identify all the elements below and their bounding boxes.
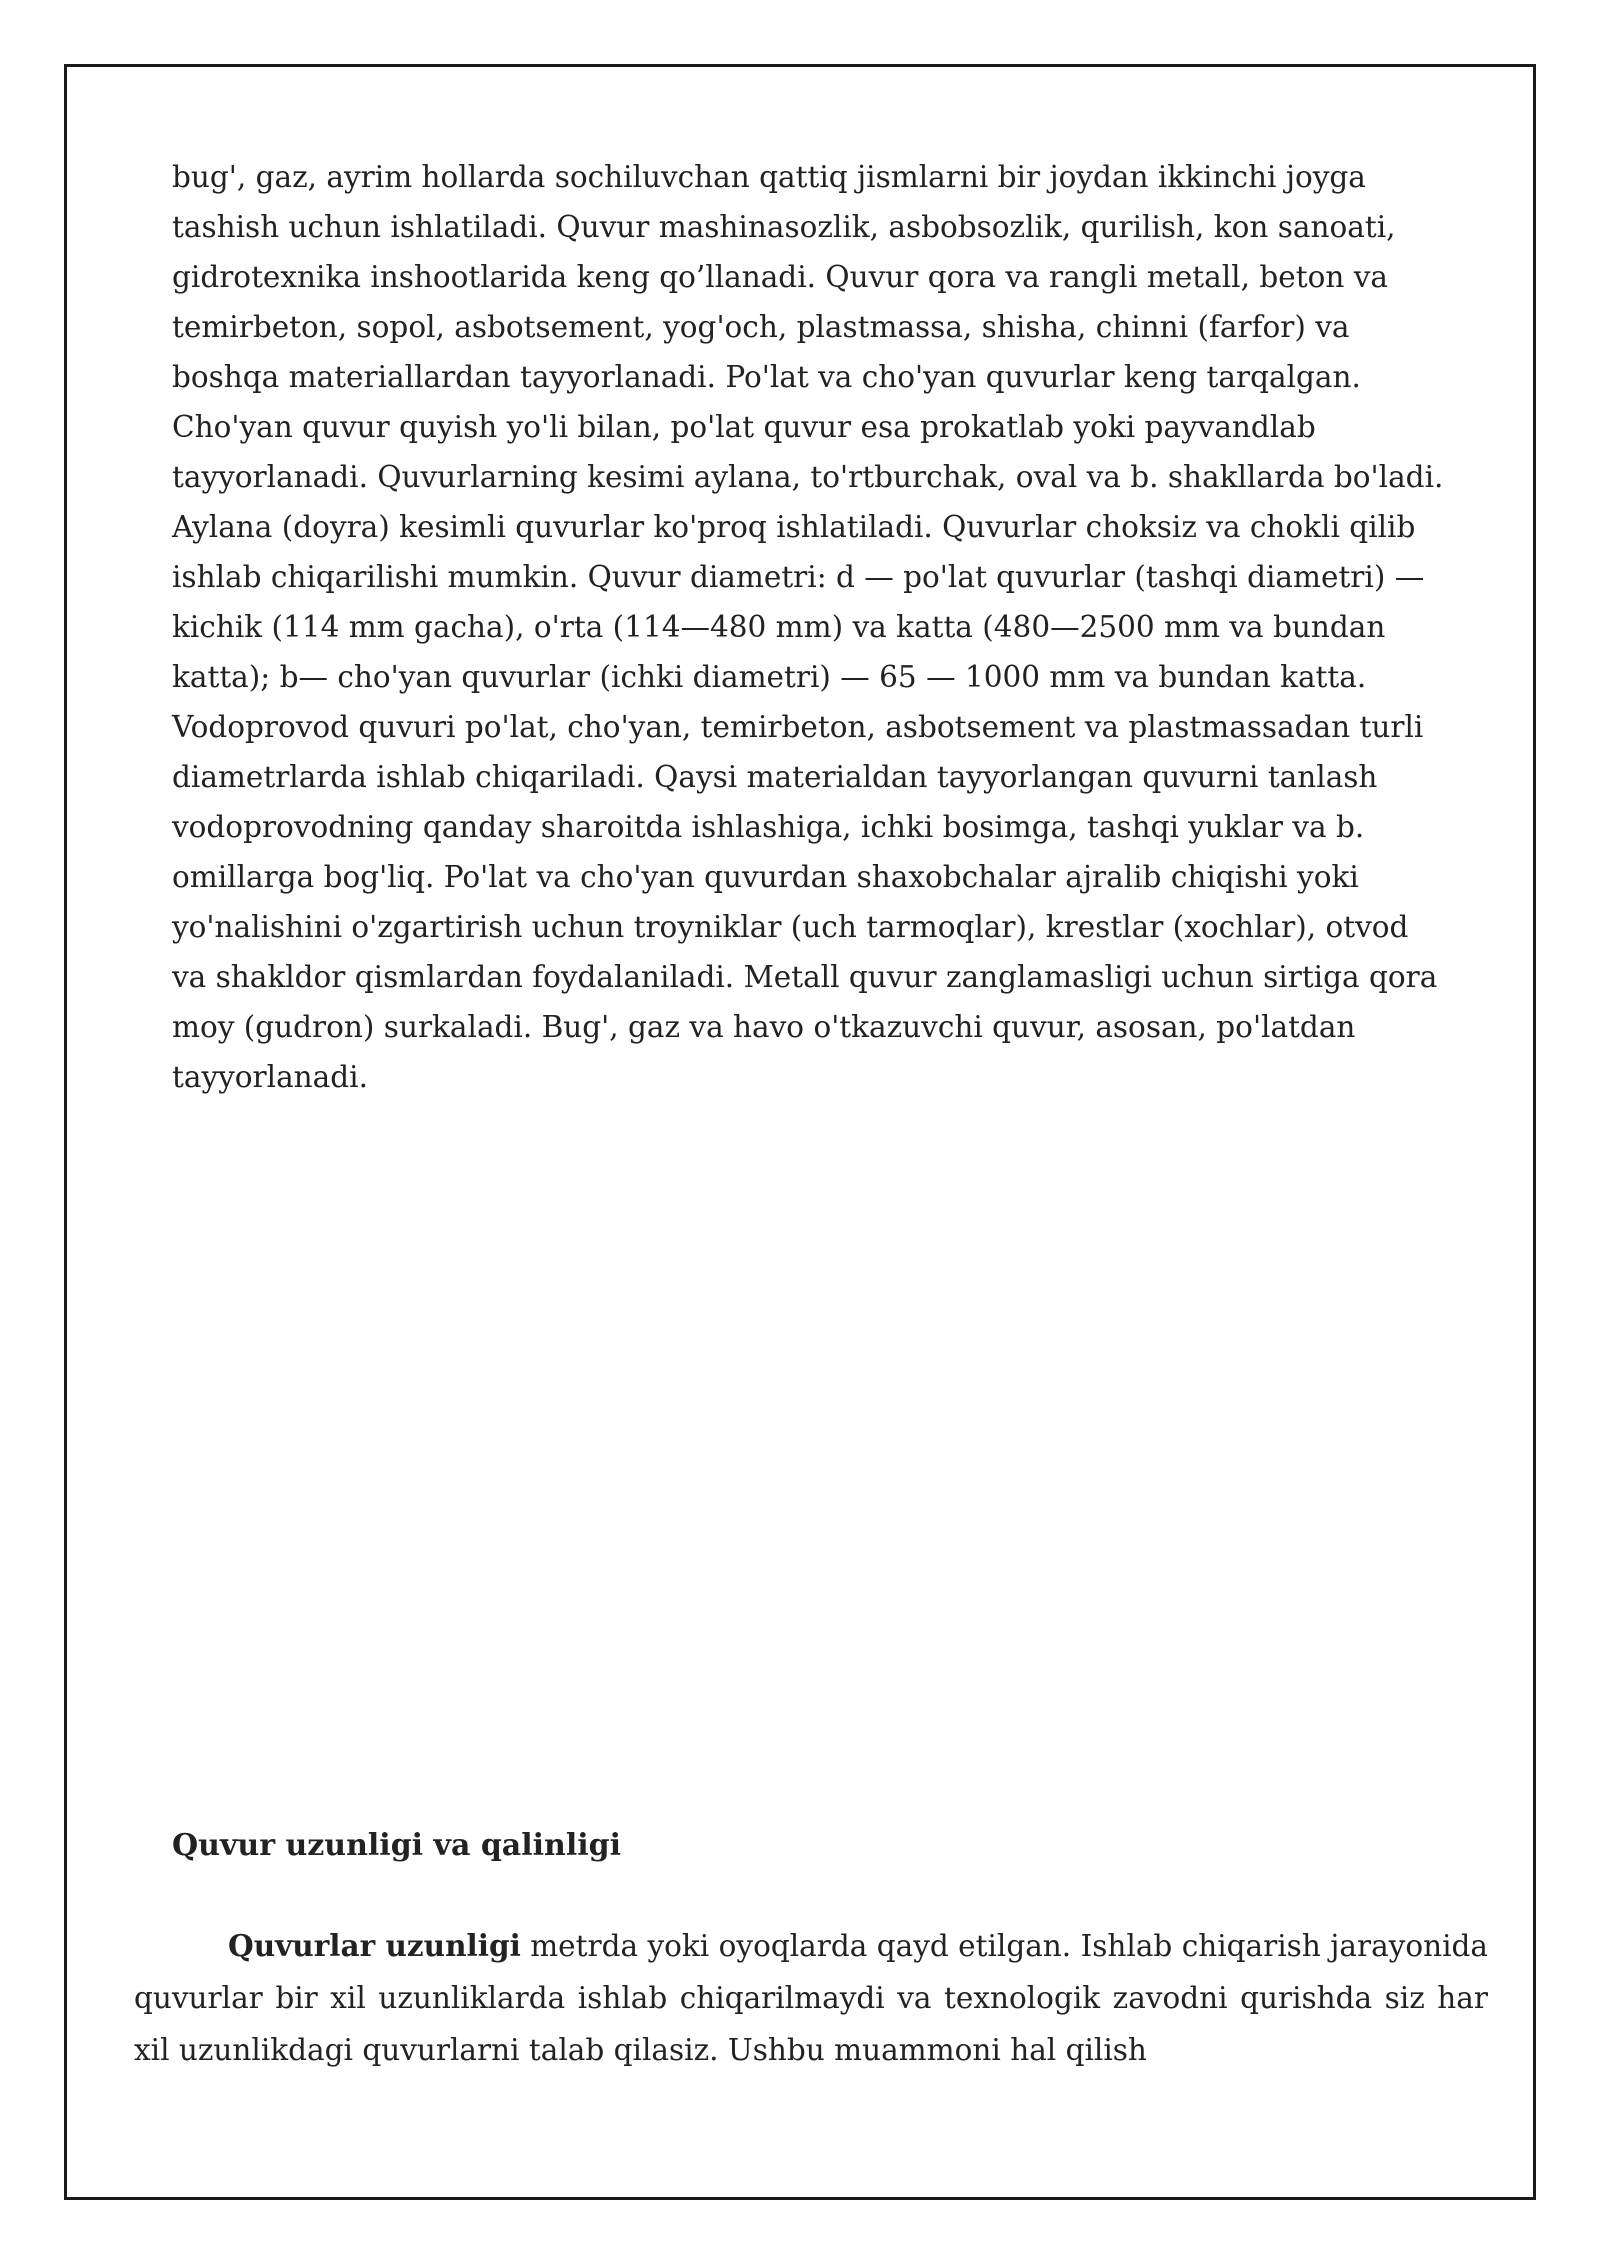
text-line: Aylana (doyra) kesimli quvurlar ko'proq ishlatiladi. Quvurlar choksiz va chokli qilib: [172, 510, 1416, 544]
bold-term: Quvurlar uzunligi: [228, 1928, 521, 1963]
text-line: katta); b— cho'yan quvurlar (ichki diametri) — 65 — 1000 mm va bundan katta.: [172, 660, 1367, 694]
body-paragraph: [172, 152, 1472, 1102]
text-line: tashish uchun ishlatiladi. Quvur mashinasozlik, asbobsozlik, qurilish, kon sanoati,: [172, 210, 1396, 244]
section-heading: Quvur uzunligi va qalinligi: [172, 1828, 622, 1863]
section-paragraph: [134, 1920, 1488, 2076]
text-line: boshqa materiallardan tayyorlanadi. Po'lat va cho'yan quvurlar keng tarqalgan.: [172, 360, 1361, 394]
text-line: ishlab chiqarilishi mumkin. Quvur diametri: d — po'lat quvurlar (tashqi diametri) —: [172, 560, 1425, 594]
paragraph-text: metrda yoki oyoqlarda qayd etilgan. Ishlab chiqarish jarayonida quvurlar bir xil uzunliklarda ishlab chiqarilmaydi va texnologik zavodni qurishda siz har xil uzunlikdagi quvurlarni talab qilasiz. Ushbu muammoni hal qilish: [134, 1929, 1488, 2067]
text-line: omillarga bog'liq. Po'lat va cho'yan quvurdan shaxobchalar ajralib chiqishi yoki: [172, 860, 1359, 894]
text-line: vodoprovodning qanday sharoitda ishlashiga, ichki bosimga, tashqi yuklar va b.: [172, 810, 1365, 844]
text-line: kichik (114 mm gacha), o'rta (114—480 mm) va katta (480—2500 mm va bundan: [172, 610, 1386, 644]
text-line: tayyorlanadi.: [172, 1060, 368, 1094]
text-line: Vodoprovod quvuri po'lat, cho'yan, temirbeton, asbotsement va plastmassadan turli: [172, 710, 1424, 744]
text-line: tayyorlanadi. Quvurlarning kesimi aylana, to'rtburchak, oval va b. shakllarda bo'ladi.: [172, 460, 1444, 494]
text-line: temirbeton, sopol, asbotsement, yog'och, plastmassa, shisha, chinni (farfor) va: [172, 310, 1350, 344]
text-line: Cho'yan quvur quyish yo'li bilan, po'lat quvur esa prokatlab yoki payvandlab: [172, 410, 1316, 444]
text-line: yo'nalishini o'zgartirish uchun troyniklar (uch tarmoqlar), krestlar (xochlar), otvod: [172, 910, 1409, 944]
text-line: moy (gudron) surkaladi. Bug', gaz va havo o'tkazuvchi quvur, asosan, po'latdan: [172, 1010, 1356, 1044]
text-line: gidrotexnika inshootlarida keng qo’llanadi. Quvur qora va rangli metall, beton va: [172, 260, 1388, 294]
text-line: va shakldor qismlardan foydalaniladi. Metall quvur zanglamasligi uchun sirtiga qora: [172, 960, 1438, 994]
text-line: diametrlarda ishlab chiqariladi. Qaysi materialdan tayyorlangan quvurni tanlash: [172, 760, 1378, 794]
text-line: bug', gaz, ayrim hollarda sochiluvchan qattiq jismlarni bir joydan ikkinchi joyga: [172, 160, 1366, 194]
